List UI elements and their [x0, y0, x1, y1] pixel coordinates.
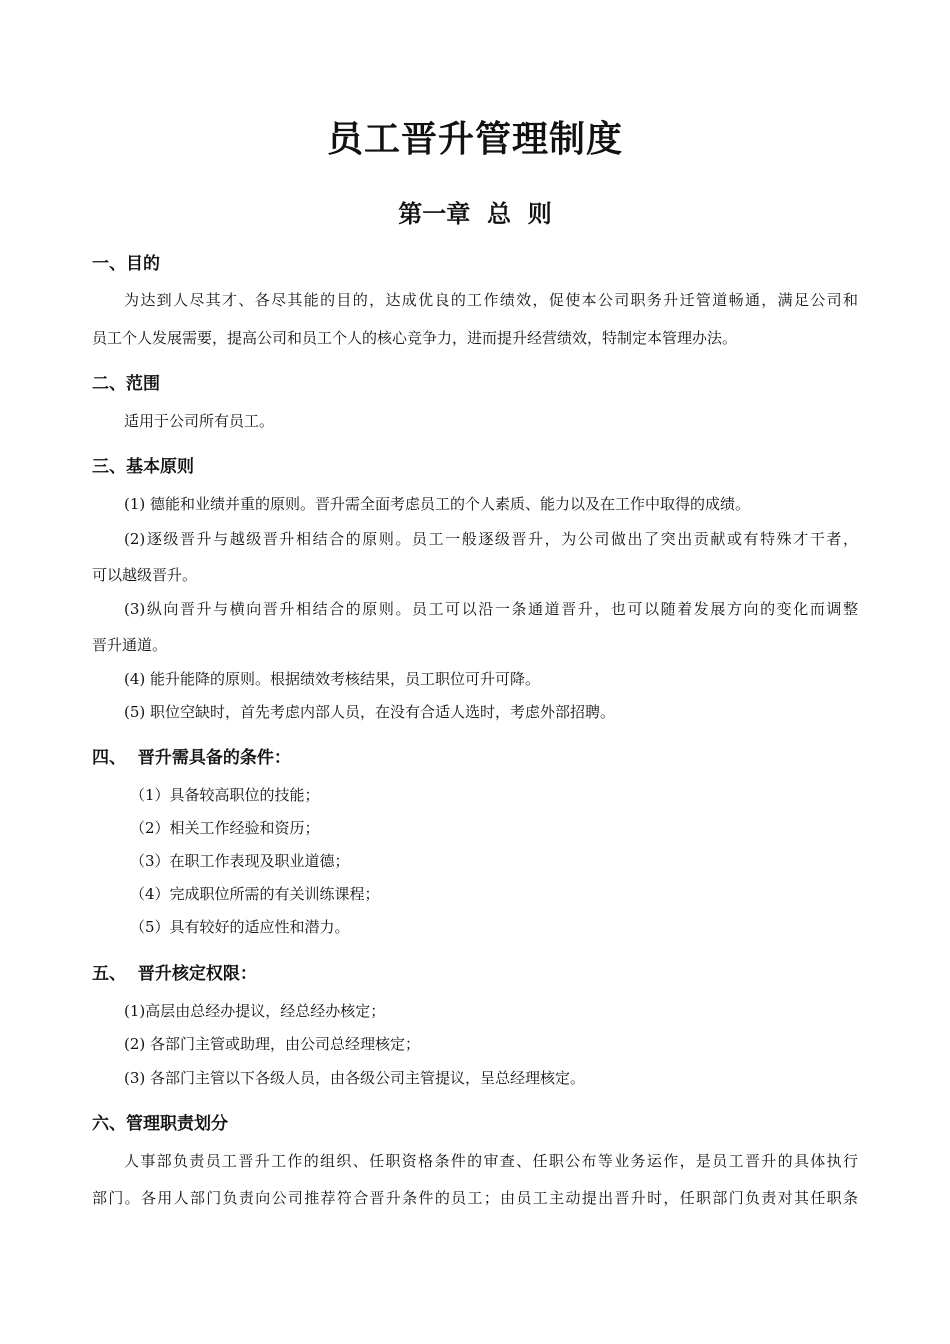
paragraph-line: 为达到人尽其才、各尽其能的目的，达成优良的工作绩效，促使本公司职务升迁管道畅通，满足公司和 — [124, 291, 858, 309]
list-item: (1) 德能和业绩并重的原则。晋升需全面考虑员工的个人素质、能力以及在工作中取得的成绩。 — [124, 495, 751, 513]
section-heading-purpose: 一、目的 — [92, 254, 160, 274]
list-item: (5) 职位空缺时，首先考虑内部人员，在没有合适人选时，考虑外部招聘。 — [124, 703, 616, 721]
list-item: （2）相关工作经验和资历； — [130, 819, 320, 837]
section-heading-responsibilities: 六、管理职责划分 — [92, 1114, 228, 1134]
section-heading-authority: 五、 晋升核定权限： — [92, 964, 257, 984]
paragraph-line: 人事部负责员工晋升工作的组织、任职资格条件的审查、任职公布等业务运作，是员工晋升的具体执行 — [124, 1152, 858, 1170]
list-item-continuation: 晋升通道。 — [92, 636, 168, 654]
list-item: （4）完成职位所需的有关训练课程； — [130, 885, 380, 903]
list-item: (2) 各部门主管或助理，由公司总经理核定； — [124, 1035, 421, 1053]
list-item: (1)高层由总经办提议，经总经办核定； — [124, 1002, 386, 1020]
list-item: (2)逐级晋升与越级晋升相结合的原则。员工一般逐级晋升，为公司做出了突出贡献或有特殊才干者， — [124, 530, 858, 548]
list-item: (4) 能升能降的原则。根据绩效考核结果，员工职位可升可降。 — [124, 670, 541, 688]
list-item: (3) 各部门主管以下各级人员，由各级公司主管提议，呈总经理核定。 — [124, 1069, 586, 1087]
paragraph-line: 适用于公司所有员工。 — [124, 412, 275, 430]
list-item: (3)纵向晋升与横向晋升相结合的原则。员工可以沿一条通道晋升，也可以随着发展方向的变化而调整 — [124, 600, 858, 618]
paragraph-line: 部门。各用人部门负责向公司推荐符合晋升条件的员工；由员工主动提出晋升时，任职部门负责对其任职条 — [92, 1189, 858, 1207]
document-title: 员工晋升管理制度 — [326, 119, 623, 160]
paragraph-line: 员工个人发展需要，提高公司和员工个人的核心竞争力，进而提升经营绩效，特制定本管理办法。 — [92, 329, 738, 347]
list-item: （3）在职工作表现及职业道德； — [130, 852, 350, 870]
section-heading-requirements: 四、 晋升需具备的条件： — [92, 748, 291, 768]
chapter-title: 第一章 总 则 — [398, 200, 552, 228]
list-item: （5）具有较好的适应性和潜力。 — [130, 918, 350, 936]
section-heading-scope: 二、范围 — [92, 374, 160, 394]
list-item: （1）具备较高职位的技能； — [130, 786, 320, 804]
section-heading-principles: 三、基本原则 — [92, 457, 194, 477]
list-item-continuation: 可以越级晋升。 — [92, 566, 198, 584]
